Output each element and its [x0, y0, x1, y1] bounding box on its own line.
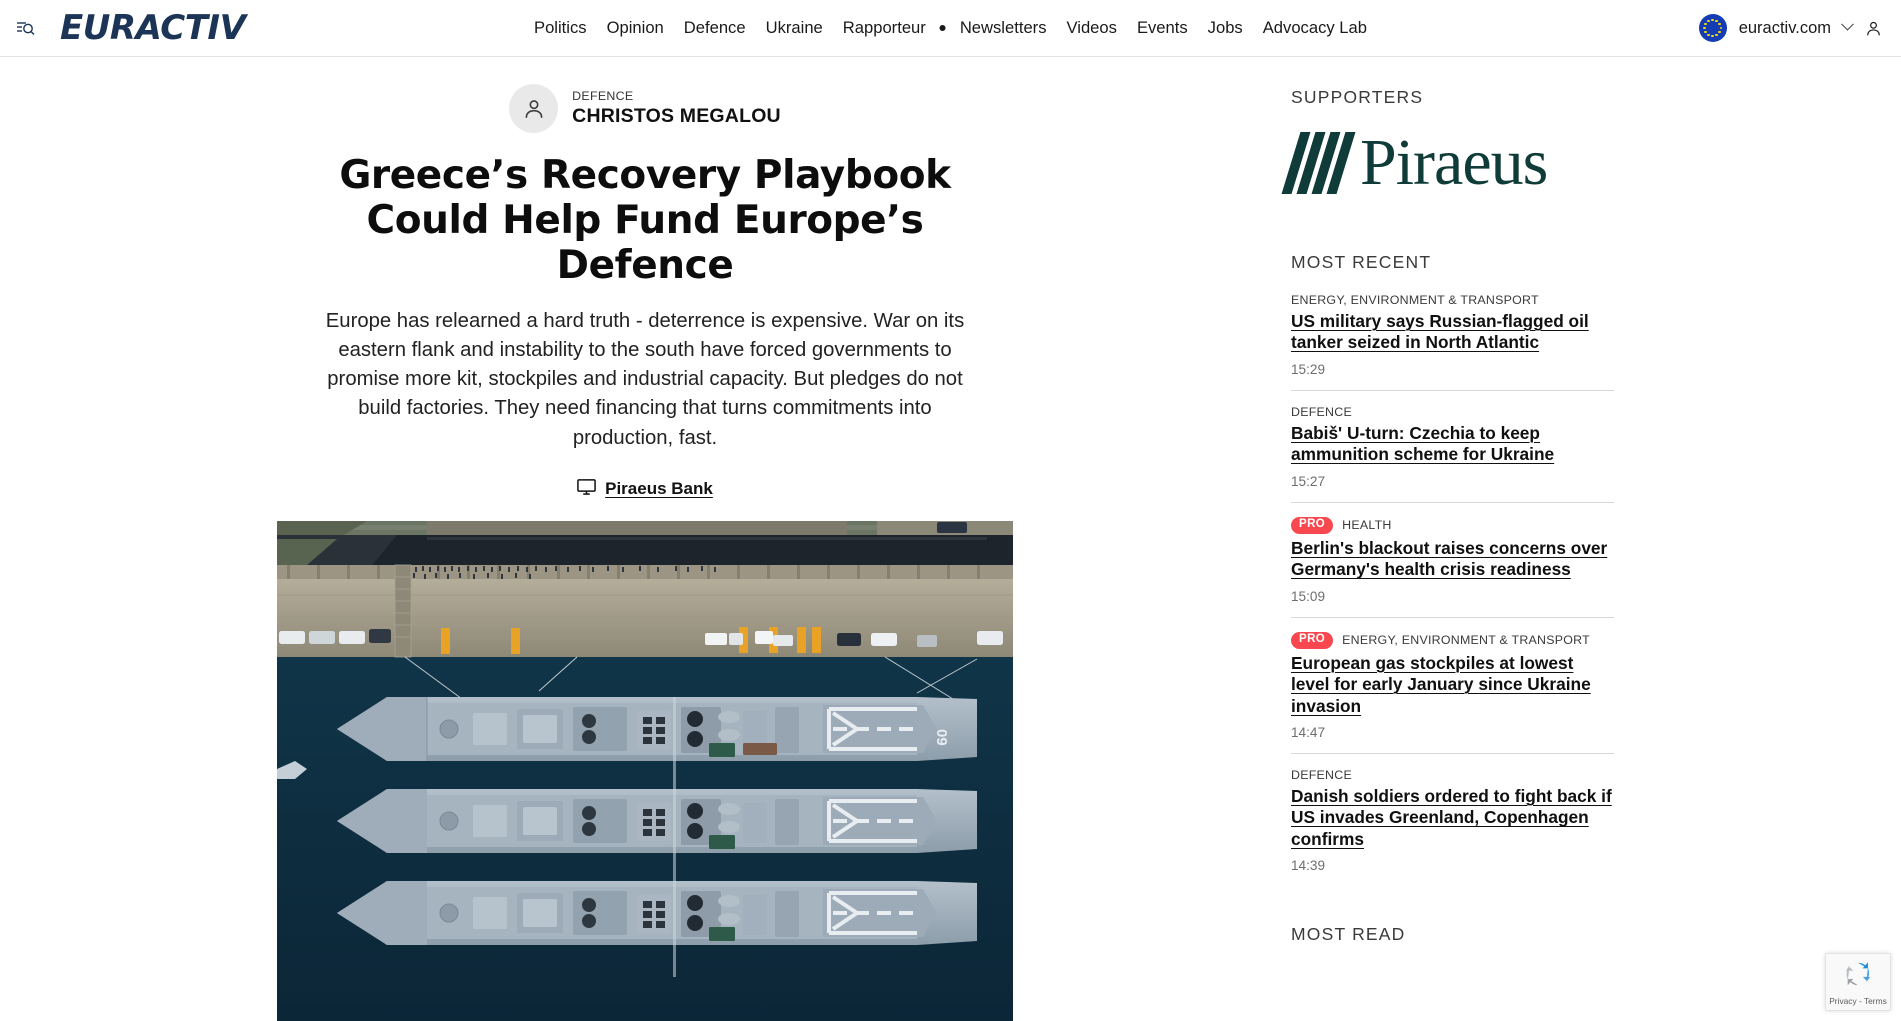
news-meta: [1291, 517, 1614, 534]
nav-item-politics[interactable]: Politics: [534, 17, 587, 37]
author-avatar-icon: [509, 84, 558, 133]
article-author[interactable]: CHRISTOS MEGALOU: [572, 105, 781, 127]
news-headline[interactable]: Berlin's blackout raises concerns over Germany's health crisis readiness: [1291, 537, 1608, 580]
piraeus-wordmark: Piraeus: [1360, 126, 1548, 199]
list-item[interactable]: [1291, 390, 1614, 502]
news-timestamp: 15:09: [1291, 588, 1326, 604]
news-category[interactable]: DEFENCE: [1291, 767, 1352, 782]
pro-badge: PRO: [1291, 517, 1333, 534]
supporters-heading: SUPPORTERS: [1291, 87, 1424, 107]
news-meta: [1291, 405, 1614, 419]
site-header: [0, 0, 1901, 57]
list-item[interactable]: [1291, 502, 1614, 617]
nav-item-defence[interactable]: Defence: [683, 17, 746, 37]
header-right-controls: [1699, 14, 1883, 42]
news-timestamp: 15:29: [1291, 361, 1326, 377]
sponsor-link[interactable]: [577, 479, 713, 500]
news-meta: [1291, 293, 1614, 307]
sidebar: [1290, 57, 1901, 945]
page-body: [0, 57, 1901, 945]
news-headline[interactable]: Danish soldiers ordered to fight back if US invades Greenland, Copenhagen confirms: [1291, 785, 1612, 849]
nav-item-rapporteur[interactable]: Rapporteur: [842, 17, 926, 37]
nav-item-advocacy-lab[interactable]: Advocacy Lab: [1262, 17, 1367, 37]
svg-text:09: 09: [933, 728, 950, 746]
news-meta: [1291, 632, 1614, 649]
list-item[interactable]: [1291, 753, 1614, 886]
chevron-down-icon[interactable]: [1841, 17, 1854, 30]
news-category[interactable]: HEALTH: [1342, 518, 1392, 533]
news-timestamp: 14:47: [1291, 724, 1326, 740]
byline-text: [572, 89, 781, 128]
most-recent-heading: MOST RECENT: [1291, 252, 1432, 272]
nav-item-videos[interactable]: Videos: [1066, 17, 1117, 37]
recaptcha-icon: [1843, 959, 1873, 994]
monitor-icon: [577, 479, 596, 500]
pro-badge: PRO: [1291, 632, 1333, 649]
main-navigation: [534, 17, 1367, 37]
article-category[interactable]: DEFENCE: [572, 89, 634, 103]
recaptcha-privacy-terms[interactable]: Privacy - Terms: [1829, 995, 1887, 1006]
nav-item-ukraine[interactable]: Ukraine: [765, 17, 823, 37]
nav-item-newsletters[interactable]: Newsletters: [959, 17, 1047, 37]
eu-flag-icon: [1699, 14, 1727, 42]
nav-item-events[interactable]: Events: [1136, 17, 1188, 37]
nav-item-opinion[interactable]: Opinion: [606, 17, 664, 37]
sponsor-name[interactable]: Piraeus Bank: [605, 479, 713, 499]
news-category[interactable]: ENERGY, ENVIRONMENT & TRANSPORT: [1342, 633, 1590, 648]
piraeus-slashes-icon: [1291, 132, 1346, 194]
most-recent-list: [1291, 291, 1614, 886]
news-category[interactable]: ENERGY, ENVIRONMENT & TRANSPORT: [1291, 293, 1539, 307]
recaptcha-badge[interactable]: [1825, 953, 1891, 1011]
most-read-heading: MOST READ: [1291, 924, 1406, 945]
user-account-icon[interactable]: [1864, 19, 1883, 38]
nav-separator-dot: [940, 25, 946, 31]
list-item[interactable]: [1291, 617, 1614, 753]
news-timestamp: 14:39: [1291, 858, 1326, 874]
news-headline[interactable]: Babiš' U-turn: Czechia to keep ammunition scheme for Ukraine: [1291, 422, 1555, 465]
article-byline: [509, 84, 781, 133]
news-headline[interactable]: European gas stockpiles at lowest level for early January since Ukraine invasion: [1291, 652, 1591, 716]
locale-selector-label[interactable]: euractiv.com: [1738, 18, 1831, 37]
list-item[interactable]: [1291, 291, 1614, 390]
search-icon[interactable]: [10, 13, 40, 43]
article-column: [0, 57, 1290, 931]
news-meta: [1291, 768, 1614, 782]
site-logo[interactable]: EURACTIV: [60, 8, 246, 48]
news-headline[interactable]: US military says Russian-flagged oil tanker seized in North Atlantic: [1291, 311, 1589, 353]
article-headline: Greece’s Recovery Playbook Could Help Fund Europe’s Defence: [339, 153, 951, 289]
news-timestamp: 15:27: [1291, 473, 1326, 489]
nav-item-jobs[interactable]: Jobs: [1207, 17, 1243, 37]
news-category[interactable]: DEFENCE: [1291, 404, 1352, 419]
article-standfirst: Europe has relearned a hard truth - deterrence is expensive. War on its eastern flank and instability to the south have forced governments to promise more kit, stockpiles and industrial capacity. But pledges do not build factories. They need financing that turns commitments into production, fast.: [325, 309, 965, 449]
article-hero-image: [277, 521, 1013, 1021]
supporter-logo-piraeus[interactable]: [1291, 126, 1901, 199]
